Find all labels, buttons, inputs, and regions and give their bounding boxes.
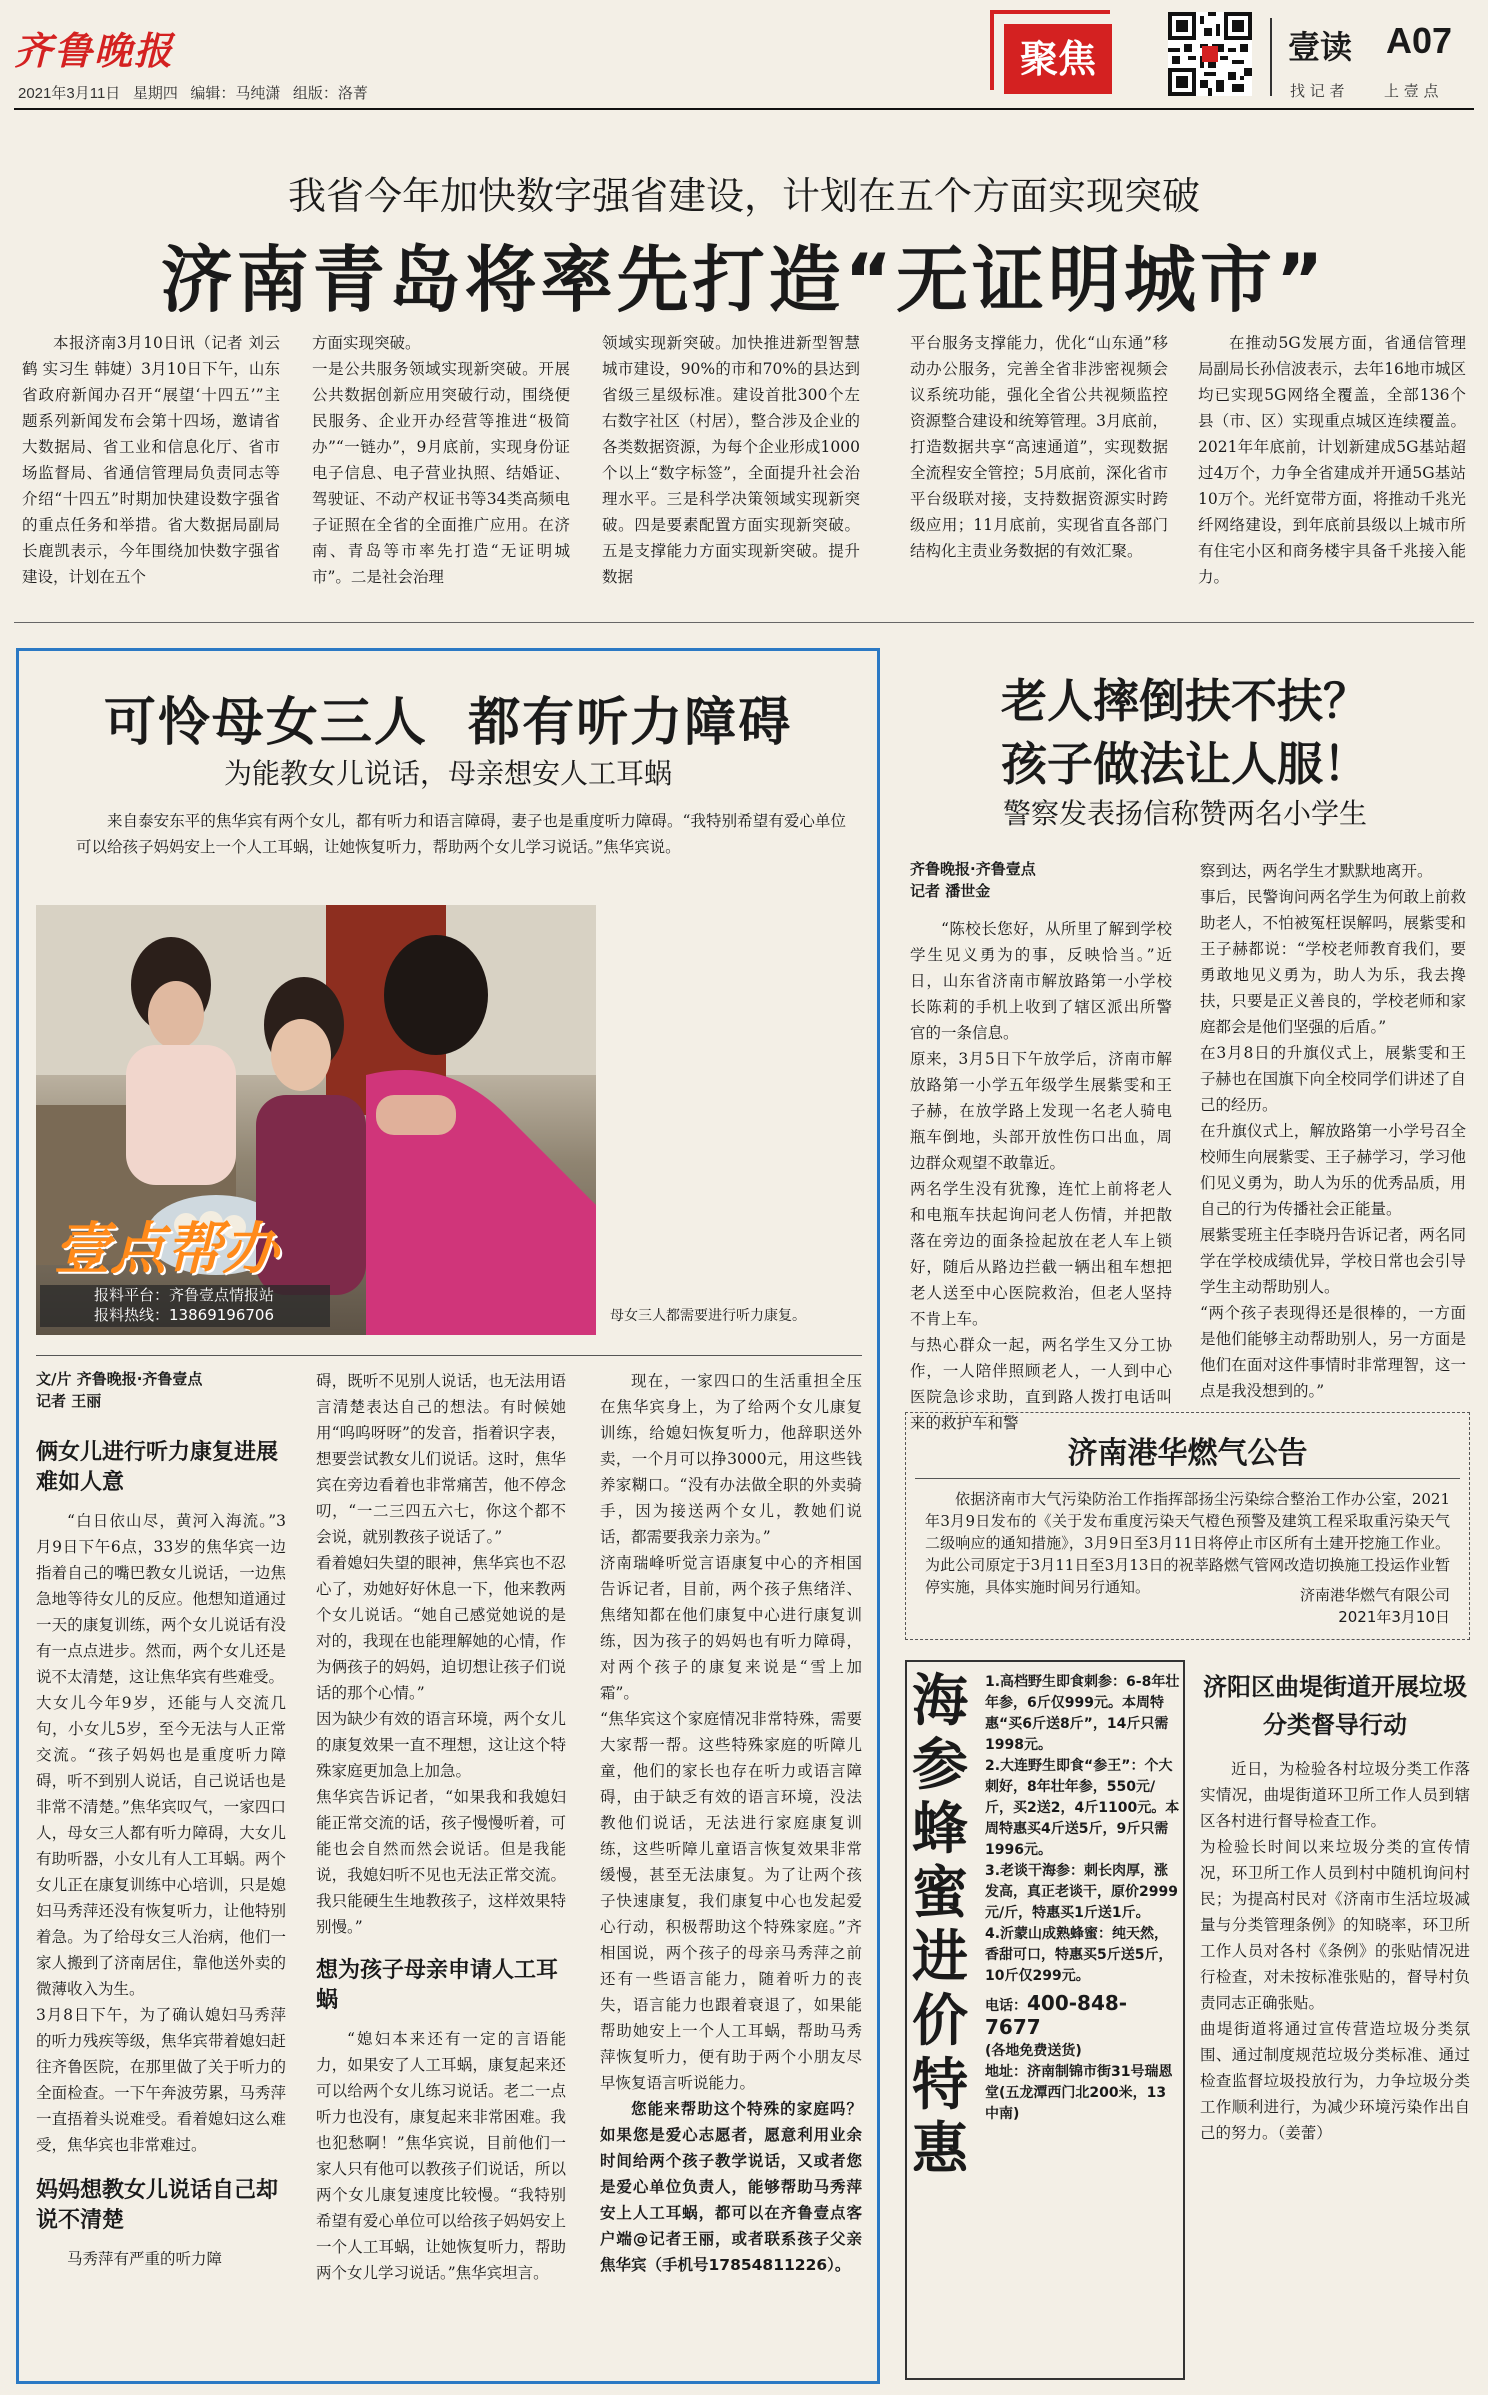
feature-col3-body	[600, 1368, 862, 2278]
feature-paragraph: “媳妇本来还有一定的言语能力，如果安了人工耳蜗，康复起来还可以给两个女儿练习说话。老二一点听力也没有，康复起来非常困难。我也犯愁啊！”焦华宾说，目前他们一家人只有他可以教孩子们说话，所以两个女儿康复速度比较慢。“我特别希望有爱心单位可以给孩子妈妈安上一个人工耳蜗，让她恢复听力，帮助两个女儿学习说话。”焦华宾坦言。	[316, 2030, 566, 2282]
side1-col1-body	[910, 916, 1172, 1436]
side2-paragraph: 近日，为检验各村垃圾分类工作落实情况，曲堤街道环卫所工作人员到辖区各村进行督导检查工作。 为检验长时间以来垃圾分类的宣传情况，环卫所工作人员到村中随机询问村民；为提高村民对《济南市生活垃圾减量与分类管理条例》的知晓率，环卫所工作人员对各村《条例》的张贴情况进行检查，对未按标准张贴的，督导村负责同志正确张贴。 曲堤街道将通过宣传营造垃圾分类氛围、通过制度规范垃圾分类标准、通过检查监督垃圾投放行为，力争垃圾分类工作顺利进行，为减少环境污染作出自己的努力。（姜蕾）	[1200, 1760, 1470, 2142]
lead-column-1	[22, 330, 280, 610]
date: 2021年3月11日	[18, 85, 121, 102]
lead-column-2	[312, 330, 570, 610]
feature-col2-body2	[316, 2026, 566, 2286]
feature-col1-body	[36, 1508, 286, 2158]
feature-column-3	[600, 1368, 862, 2378]
feature-column-2	[316, 1368, 566, 2378]
side2-body	[1200, 1756, 1470, 2376]
side1-headline-2: 孩子做法让人服！	[1001, 737, 1369, 791]
issue-date	[18, 82, 368, 103]
ad-phone-row	[985, 1993, 1180, 2041]
notice-rule	[915, 1478, 1460, 1479]
ad-title: 海参蜂蜜进价特惠	[912, 1669, 968, 2182]
help-platform-label: 报料平台：	[94, 1286, 170, 1304]
masthead-rule	[14, 108, 1474, 110]
lead-kicker: 我省今年加快数字强省建设，计划在五个方面实现突破	[287, 174, 1200, 218]
feature-paragraph: 现在，一家四口的生活重担全压在焦华宾身上，为了给两个女儿康复训练，给媳妇恢复听力，他辞职送外卖，一个月可以挣3000元，用这些钱养家糊口。“没有办法做全职的外卖骑手，因为接送两个女儿，教她们说话，都需要我亲力亲为。” 济南瑞峰听觉言语康复中心的齐相国告诉记者，目前，两个孩子焦绪洋、焦绪知都在他们康复中心进行康复训练，因为孩子的妈妈也有听力障碍，对两个孩子的康复来说是“雪上加霜”。 “焦华宾这个家庭情况非常特殊，需要大家帮一帮。这些特殊家庭的听障儿童，他们的家长也存在听力或语言障碍，由于缺乏有效的语言环境，没法教他们说话，无法进行家庭康复训练，这些听障儿童语言恢复效果非常缓慢，甚至无法康复。为了让两个孩子快速康复，我们康复中心也发起爱心行动，积极帮助这个特殊家庭。”齐相国说，两个孩子的母亲马秀萍之前还有一些语言能力，随着听力的丧失，语言能力也跟着衰退了，如果能帮助她安上一个人工耳蜗，帮助马秀萍恢复听力，便有助于两个小朋友尽早恢复语言听说能力。	[600, 1372, 862, 2092]
side1-column-1	[910, 858, 1172, 1432]
ad-items	[985, 1672, 1180, 2125]
feature-col1-tail	[36, 2246, 286, 2272]
lead-column-5	[1198, 330, 1466, 610]
notice-body	[925, 1488, 1450, 1598]
help-badge-title: 壹点帮办	[54, 1217, 278, 1282]
ad-phone: 400-848-7677	[985, 1991, 1128, 2039]
masthead-divider	[1270, 18, 1272, 96]
help-platform-row	[94, 1285, 330, 1305]
help-info	[40, 1285, 330, 1327]
layout-credit: 组版：洛菁	[292, 85, 368, 102]
tagline-left: 找 记 者	[1290, 82, 1345, 100]
feature-subhead-1: 俩女儿进行听力康复进展难如人意	[36, 1440, 279, 1495]
side1-paragraph: 察到达，两名学生才默默地离开。 事后，民警询问两名学生为何敢上前救助老人，不怕被冤枉误解吗，展紫雯和王子赫都说：“学校老师教育我们，要勇敢地见义勇为，助人为乐，我去搀扶，只要是正义善良的，学校老师和家庭都会是他们坚强的后盾。” 在3月8日的升旗仪式上，展紫雯和王子赫也在国旗下向全校同学们讲述了自己的经历。 在升旗仪式上，解放路第一小学号召全校师生向展紫雯、王子赫学习，学习他们见义勇为，助人为乐的优秀品质，用自己的行为传播社会正能量。 展紫雯班主任李晓丹告诉记者，两名同学在学校成绩优异，学校日常也会引导学生主动帮助别人。 “两个孩子表现得还是很棒的，一方面是他们能够主动帮助别人，另一方面是他们在面对这件事情时非常理智，这一点是我没想到的。”	[1200, 862, 1466, 1400]
side1-byline-1: 齐鲁晚报·齐鲁壹点	[910, 860, 1036, 878]
editor: 编辑：马纯潇	[190, 85, 281, 102]
feature-column-1	[36, 1368, 286, 2378]
photo-rule	[36, 1355, 862, 1356]
section-tab	[990, 10, 1110, 90]
side1-paragraph: “陈校长您好，从所里了解到学校学生见义勇为的事，反映恰当。”近日，山东省济南市解放路第一小学校长陈莉的手机上收到了辖区派出所警官的一条信息。 原来，3月5日下午放学后，济南市解放路第一小学五年级学生展紫雯和王子赫，在放学路上发现一名老人骑电瓶车倒地，头部开放性伤口出血，周边群众观望不敢靠近。 两名学生没有犹豫，连忙上前将老人和电瓶车扶起询问老人伤情，并把散落在旁边的面条捡起放在老人车上锁好，随后从路边拦截一辆出租车想把老人送至中心医院救治，但老人坚持不肯上车。 与热心群众一起，两名学生又分工协作，一人陪伴照顾老人，一人到中心医院急诊求助，直到路人拨打电话叫来的救护车和警	[910, 920, 1172, 1432]
newspaper-logo: 齐鲁晚报	[14, 28, 175, 73]
feature-paragraph: “白日依山尽，黄河入海流。”3月9日下午6点，33岁的焦华宾一边指着自己的嘴巴教女儿说话，一边焦急地等待女儿的反应。他想知道通过一天的康复训练，两个女儿说话有没有一点点进步。然而，两个女儿还是说不太清楚，这让焦华宾有些难受。 大女儿今年9岁，还能与人交流几句，小女儿5岁，至今无法与人正常交流。“孩子妈妈也是重度听力障碍，听不到别人说话，自己说话也是非常不清楚。”焦华宾叹气，一家四口人，母女三人都有听力障碍，大女儿有助听器，小女儿有人工耳蜗。两个女儿正在康复训练中心培训，只是媳妇马秀萍还没有恢复听力，让他特别着急。为了给母女三人治病，他们一家人搬到了济南居住，靠他送外卖的微薄收入为生。 3月8日下午，为了确认媳妇马秀萍的听力残疾等级，焦华宾带着媳妇赶往齐鲁医院，在那里做了关于听力的全面检查。一下午奔波劳累，马秀萍一直捂着头说难受。看着媳妇这么难受，焦华宾也非常难过。	[36, 1512, 286, 2154]
feature-subhead-2: 妈妈想教女儿说话自己却说不清楚	[36, 2178, 279, 2233]
help-hotline: 13869196706	[169, 1306, 274, 1324]
ad-item-list: 1.高档野生即食刺参：6-8年壮年参，6斤仅999元。本周特惠“买6斤送8斤”，14斤只需1998元。 2.大连野生即食“参王”：个大刺好，8年壮年参，550元/斤，买2送2，4斤1100元。本周特惠买4斤送5斤，9斤只需1996元。 3.老谈干海参：刺长肉厚，涨发高，真正老谈干，原价2999元/斤，特惠买1斤送1斤。 4.沂蒙山成熟蜂蜜：纯天然，香甜可口，特惠买5斤送5斤，10斤仅299元。	[985, 1674, 1180, 1984]
feature-intro	[76, 808, 846, 860]
lead-paragraph: 领域实现新突破。加快推进新型智慧城市建设，90%的市和70%的县达到省级三星级标准。建设首批300个左右数字社区（村居），整合涉及企业的各类数据资源，为每个企业形成1000个以上“数字标签”，全面提升社会治理水平。三是科学决策领域实现新突破。四是要素配置方面实现新突破。五是支撑能力方面实现新突破。提升数据	[602, 334, 860, 586]
feature-intro-text: 来自泰安东平的焦华宾有两个女儿，都有听力和语言障碍，妻子也是重度听力障碍。“我特别希望有爱心单位可以给孩子妈妈安上一个人工耳蜗，让她恢复听力，帮助两个女儿学习说话。”焦华宾说。	[76, 812, 846, 856]
side1-subheadline: 警察发表扬信称赞两名小学生	[1002, 797, 1367, 830]
page-number: A07	[1386, 20, 1453, 61]
feature-headline: 可怜母女三人 都有听力障碍	[103, 693, 793, 753]
feature-col2-body	[316, 1368, 566, 1940]
weekday: 星期四	[132, 85, 178, 102]
side1-byline-2: 记者 潘世金	[910, 882, 991, 900]
lead-paragraph: 本报济南3月10日讯（记者 刘云鹤 实习生 韩婕）3月10日下午，山东省政府新闻办召开“展望‘十四五’”主题系列新闻发布会第十四场，邀请省大数据局、省工业和信息化厅、省市场监督局、省通信管理局负责同志等介绍“十四五”时期加快建设数字强省的重点任务和举措。省大数据局副局长鹿凯表示，今年围绕加快数字强省建设，计划在五个	[22, 334, 280, 586]
help-hotline-label: 报料热线：	[94, 1306, 170, 1324]
section-label: 聚焦	[1019, 37, 1096, 81]
notice-signer: 济南港华燃气有限公司	[1299, 1586, 1450, 1604]
notice-title: 济南港华燃气公告	[1067, 1436, 1308, 1471]
masthead	[0, 0, 1488, 150]
tagline-right: 上 壹 点	[1384, 82, 1439, 100]
lead-bottom-rule	[14, 622, 1474, 623]
ad-address: 地址：济南制锦市街31号瑞恩堂(五龙潭西门北200米，13中南)	[985, 2064, 1173, 2122]
notice-date: 2021年3月10日	[1338, 1608, 1450, 1626]
feature-paragraph: 碍，既听不见别人说话，也无法用语言清楚表达自己的想法。有时候她用“呜呜呀呀”的发音，指着识字表，想要尝试教女儿们说话。这时，焦华宾在旁边看着也非常痛苦，他不停念叨，“一二三四五六七，你这个都不会说，就别教孩子说话了。” 看着媳妇失望的眼神，焦华宾也不忍心了，劝她好好休息一下，他来教两个女儿说话。“她自己感觉她说的是对的，我现在也能理解她的心情，作为俩孩子的妈妈，迫切想让孩子们说话的那个心情。” 因为缺少有效的语言环境，两个女儿的康复效果一直不理想，这让这个特殊家庭更加急上加急。 焦华宾告诉记者，“如果我和我媳妇能正常交流的话，孩子慢慢听着，可能也会自然而然会说话。但是我能说，我媳妇听不见也无法正常交流。我只能硬生生地教孩子，这样效果特别慢。”	[316, 1372, 566, 1936]
ad-delivery: (各地免费送货)	[985, 2043, 1082, 2059]
lead-headline: 济南青岛将率先打造“无证明城市”	[160, 238, 1328, 322]
help-platform: 齐鲁壹点情报站	[169, 1286, 275, 1304]
lead-paragraph: 平台服务支撑能力，优化“山东通”移动办公服务，完善全省非涉密视频会议系统功能，强化全省公共视频监控资源整合建设和统筹管理。3月底前，打造数据共享“高速通道”，实现数据全流程安全管控；5月底前，深化省市平台级联对接，支持数据资源实时跨级应用；11月底前，实现省直各部门结构化主责业务数据的有效汇聚。	[910, 334, 1168, 560]
feature-paragraph: 马秀萍有严重的听力障	[67, 2250, 223, 2268]
help-badge	[40, 1205, 330, 1325]
edition-name: 壹读	[1288, 28, 1353, 66]
side2-title: 济阳区曲堤街道开展垃圾分类督导行动	[1203, 1673, 1467, 1739]
lead-column-4	[910, 330, 1168, 610]
ad-phone-label: 电话：	[985, 1998, 1027, 2014]
feature-byline-1: 文/片 齐鲁晚报·齐鲁壹点	[36, 1370, 203, 1388]
lead-paragraph: 在推动5G发展方面，省通信管理局副局长孙信波表示，去年16地市城区均已实现5G网络全覆盖，全部136个县（市、区）实现重点城区连续覆盖。2021年年底前，计划新建成5G基站超过4万个，力争全省建成并开通5G基站10万个。光纤宽带方面，将推动千兆光纤网络建设，到年底前县级以上城市所有住宅小区和商务楼宇具备千兆接入能力。	[1198, 334, 1466, 586]
notice-text: 依据济南市大气污染防治工作指挥部扬尘污染综合整治工作办公室，2021年3月9日发布的《关于发布重度污染天气橙色预警及建筑工程采取重污染天气二级响应的通知措施》，3月9日至3月11日将停止市区所有土建开挖施工作业。为此公司原定于3月11日至3月13日的祝莘路燃气管网改造切换施工投运作业暂停实施，具体实施时间另行通知。	[925, 1490, 1450, 1596]
feature-subhead-3: 想为孩子母亲申请人工耳蜗	[316, 1958, 559, 2013]
photo-caption: 母女三人都需要进行听力康复。	[610, 1308, 806, 1324]
qr-code-icon	[1168, 12, 1252, 96]
lead-column-3	[602, 330, 860, 610]
feature-byline-2: 记者 王丽	[36, 1392, 102, 1410]
side1-column-2	[1200, 858, 1466, 1398]
lead-paragraph: 方面实现突破。 一是公共服务领域实现新突破。开展公共数据创新应用突破行动，围绕便民服务、企业开办经营等推进“极简办”“一链办”，9月底前，实现身份证电子信息、电子营业执照、结婚证、驾驶证、不动产权证书等34类高频电子证照在全省的全面推广应用。在济南、青岛等市率先打造“无证明城市”。二是社会治理	[312, 334, 570, 586]
side1-headline-1: 老人摔倒扶不扶？	[1001, 674, 1369, 728]
feature-subheadline: 为能教女儿说话，母亲想安人工耳蜗	[223, 757, 672, 790]
help-hotline-row	[94, 1305, 330, 1325]
feature-appeal: 您能来帮助这个特殊的家庭吗？如果您是爱心志愿者，愿意利用业余时间给两个孩子教学说话，又或者您是爱心单位负责人，能够帮助马秀萍安上人工耳蜗，都可以在齐鲁壹点客户端@记者王丽，或者联系孩子父亲焦华宾（手机号17854811226）。	[600, 2100, 862, 2274]
